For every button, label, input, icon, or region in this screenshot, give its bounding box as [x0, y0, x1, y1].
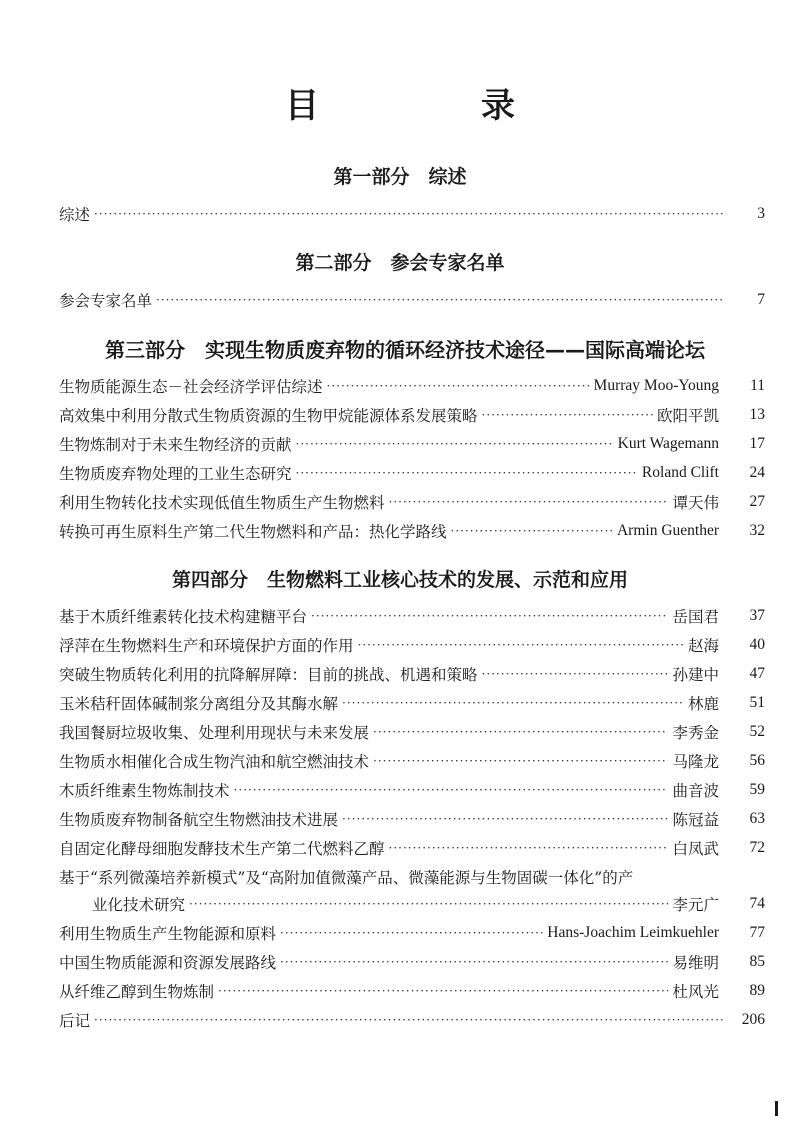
entry-title: 从纤维乙醇到生物炼制 [59, 983, 215, 1001]
toc-entry[interactable] [59, 779, 765, 801]
entry-page: 77 [749, 924, 765, 941]
entry-author: 李秀金 [672, 725, 719, 742]
dot-leader [327, 375, 590, 397]
entry-page: 89 [749, 982, 765, 999]
entry-page: 32 [749, 522, 765, 539]
part-heading: 第二部分 参会专家名单 [295, 252, 505, 274]
dot-leader [280, 922, 543, 944]
entry-author: 欧阳平凯 [656, 408, 719, 425]
entry-page: 17 [749, 435, 765, 452]
toc-entry[interactable] [59, 663, 765, 685]
toc-entry[interactable] [59, 520, 765, 542]
dot-leader [358, 634, 684, 656]
toc-entry[interactable] [59, 462, 765, 484]
entry-title: 基于木质纤维素转化技术构建糖平台 [59, 608, 308, 626]
entry-author: Murray Moo-Young [593, 377, 719, 394]
entry-title: 生物炼制对于未来生物经济的贡献 [59, 436, 292, 454]
dot-leader [94, 1009, 725, 1031]
dot-leader [280, 951, 668, 973]
entry-title: 生物质能源生态－社会经济学评估综述 [59, 378, 323, 396]
entry-author: 易维明 [672, 955, 719, 972]
entry-title: 后记 [59, 1012, 91, 1030]
dot-leader [218, 980, 668, 1002]
toc-entry[interactable] [92, 893, 765, 915]
entry-author: Kurt Wagemann [617, 435, 719, 452]
entry-author: 杜风光 [672, 984, 719, 1001]
toc-entry[interactable] [59, 721, 765, 743]
toc-entry[interactable] [59, 808, 765, 830]
entry-page: 3 [757, 205, 765, 222]
dot-leader [451, 520, 613, 542]
toc-entry[interactable] [59, 750, 765, 772]
entry-author: 谭天伟 [672, 495, 719, 512]
toc-entry[interactable] [59, 375, 765, 397]
entry-page: 206 [741, 1011, 765, 1028]
entry-author: Armin Guenther [616, 522, 719, 539]
entry-author: 林鹿 [687, 696, 719, 713]
entry-title-cont: 业化技术研究 [92, 896, 186, 914]
part-heading: 第三部分 实现生物质废弃物的循环经济技术途径——国际高端论坛 [105, 338, 705, 362]
entry-title: 中国生物质能源和资源发展路线 [59, 954, 277, 972]
toc-entry[interactable] [59, 203, 765, 225]
entry-page: 40 [749, 636, 765, 653]
entry-author: 白凤武 [672, 841, 719, 858]
dot-leader [482, 663, 669, 685]
entry-title: 木质纤维素生物炼制技术 [59, 782, 230, 800]
dot-leader [342, 692, 684, 714]
entry-author: 李元广 [672, 897, 719, 914]
toc-entry[interactable] [59, 1009, 765, 1031]
entry-title: 利用生物转化技术实现低值生物质生产生物燃料 [59, 494, 385, 512]
entry-title-line1[interactable]: 基于“系列微藻培养新模式”及“高附加值微藻产品、微藻能源与生物固碳一体化”的产 [59, 869, 634, 887]
dot-leader [373, 721, 668, 743]
dot-leader [189, 893, 668, 915]
entry-page: 72 [749, 839, 765, 856]
entry-author: Roland Clift [641, 464, 719, 481]
entry-author: 陈冠益 [672, 812, 719, 829]
toc-entry[interactable] [59, 605, 765, 627]
entry-title: 高效集中利用分散式生物质资源的生物甲烷能源体系发展策略 [59, 407, 478, 425]
entry-page: 11 [750, 377, 765, 394]
part-heading: 第四部分 生物燃料工业核心技术的发展、示范和应用 [171, 569, 628, 591]
entry-page: 7 [757, 291, 765, 308]
entry-author: 岳国君 [672, 609, 719, 626]
entry-author: Hans-Joachim Leimkuehler [547, 924, 719, 941]
entry-page: 52 [749, 723, 765, 740]
toc-entry[interactable] [59, 980, 765, 1002]
entry-page: 13 [749, 406, 765, 423]
entry-page: 37 [749, 607, 765, 624]
entry-title: 我国餐厨垃圾收集、处理利用现状与未来发展 [59, 724, 370, 742]
entry-title: 综述 [59, 206, 91, 224]
dot-leader [234, 779, 669, 801]
toc-entry[interactable] [59, 634, 765, 656]
dot-leader [311, 605, 668, 627]
entry-title: 玉米秸秆固体碱制浆分离组分及其酶水解 [59, 695, 339, 713]
part-heading: 第一部分 综述 [333, 166, 467, 188]
entry-title: 利用生物质生产生物能源和原料 [59, 925, 277, 943]
entry-title: 转换可再生原料生产第二代生物燃料和产品：热化学路线 [59, 523, 447, 541]
dot-leader [389, 837, 669, 859]
entry-title: 自固定化酵母细胞发酵技术生产第二代燃料乙醇 [59, 840, 385, 858]
page-folio-mark [775, 1101, 778, 1116]
toc-entry[interactable] [59, 922, 765, 944]
dot-leader [296, 433, 614, 455]
dot-leader [296, 462, 638, 484]
entry-page: 63 [749, 810, 765, 827]
entry-title: 浮萍在生物燃料生产和环境保护方面的作用 [59, 637, 354, 655]
dot-leader [482, 404, 653, 426]
dot-leader [156, 289, 725, 311]
toc-entry[interactable] [59, 404, 765, 426]
dot-leader [373, 750, 668, 772]
toc-entry[interactable] [59, 491, 765, 513]
entry-author: 马隆龙 [672, 754, 719, 771]
entry-page: 59 [749, 781, 765, 798]
entry-title: 突破生物质转化利用的抗降解屏障：目前的挑战、机遇和策略 [59, 666, 478, 684]
toc-entry[interactable] [59, 433, 765, 455]
dot-leader [342, 808, 668, 830]
toc-entry[interactable] [59, 837, 765, 859]
toc-entry[interactable] [59, 692, 765, 714]
entry-title: 生物质水相催化合成生物汽油和航空燃油技术 [59, 753, 370, 771]
entry-page: 85 [749, 953, 765, 970]
entry-title: 生物质废弃物处理的工业生态研究 [59, 465, 292, 483]
toc-entry[interactable] [59, 289, 765, 311]
entry-page: 27 [749, 493, 765, 510]
entry-author: 曲音波 [672, 783, 719, 800]
entry-page: 24 [749, 464, 765, 481]
entry-author: 孙建中 [672, 667, 719, 684]
dot-leader [389, 491, 669, 513]
entry-page: 74 [749, 895, 765, 912]
entry-title: 参会专家名单 [59, 292, 153, 310]
toc-entry[interactable] [59, 951, 765, 973]
entry-title: 生物质废弃物制备航空生物燃油技术进展 [59, 811, 339, 829]
dot-leader [94, 203, 725, 225]
entry-page: 51 [749, 694, 765, 711]
page-title: 目 录 [285, 86, 579, 126]
entry-author: 赵海 [687, 638, 719, 655]
entry-page: 47 [749, 665, 765, 682]
entry-page: 56 [749, 752, 765, 769]
